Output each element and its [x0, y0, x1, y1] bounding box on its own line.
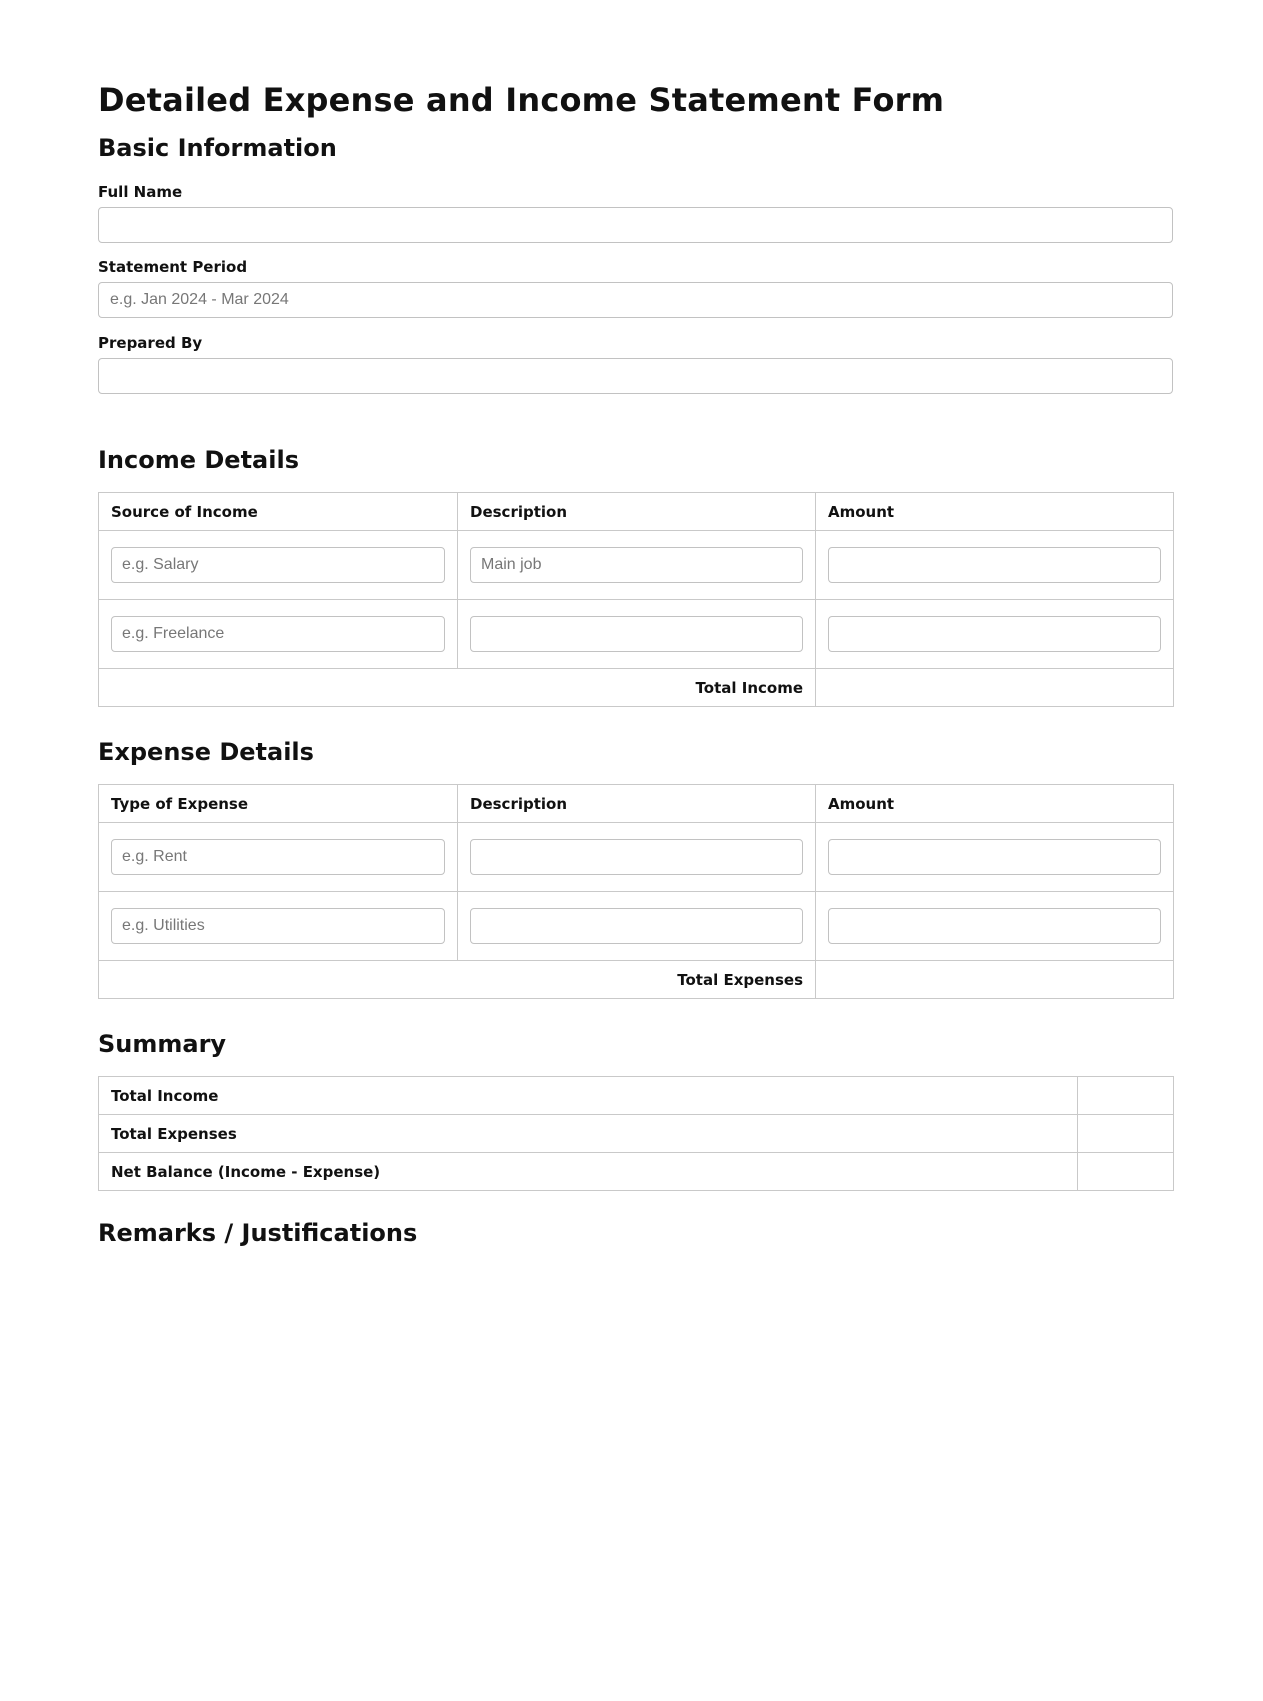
prepared-by-group [98, 333, 1173, 394]
expense-total-row [99, 961, 1174, 999]
expense-type-input[interactable] [111, 908, 445, 944]
expense-total-value [816, 961, 1174, 999]
page-title: Detailed Expense and Income Statement Form [98, 81, 945, 119]
income-total-value [816, 669, 1174, 707]
summary-row-total-expenses [99, 1115, 1174, 1153]
prepared-by-label: Prepared By [98, 334, 203, 352]
full-name-input[interactable] [98, 207, 1173, 243]
income-source-input[interactable] [111, 547, 445, 583]
statement-period-group [98, 257, 1173, 318]
income-col-source: Source of Income [99, 493, 458, 531]
summary-heading: Summary [98, 1030, 227, 1058]
statement-period-input[interactable] [98, 282, 1173, 318]
full-name-label: Full Name [98, 183, 183, 201]
income-total-row [99, 669, 1174, 707]
expense-table [98, 784, 1174, 999]
table-row [99, 823, 1174, 892]
expense-type-input[interactable] [111, 839, 445, 875]
expense-amount-input[interactable] [828, 908, 1161, 944]
income-amount-input[interactable] [828, 616, 1161, 652]
expense-header-row [99, 785, 1174, 823]
remarks-heading: Remarks / Justifications [98, 1219, 418, 1247]
expense-description-input[interactable] [470, 839, 803, 875]
summary-label: Total Expenses [99, 1115, 1078, 1153]
expense-total-label: Total Expenses [99, 961, 816, 999]
income-heading: Income Details [98, 446, 299, 474]
summary-table [98, 1076, 1174, 1191]
full-name-group [98, 182, 1173, 243]
table-row [99, 892, 1174, 961]
prepared-by-input[interactable] [98, 358, 1173, 394]
income-header-row [99, 493, 1174, 531]
expense-description-input[interactable] [470, 908, 803, 944]
summary-value [1078, 1077, 1174, 1115]
income-col-description: Description [458, 493, 816, 531]
summary-value [1078, 1153, 1174, 1191]
table-row [99, 531, 1174, 600]
income-description-input[interactable] [470, 547, 803, 583]
summary-label: Net Balance (Income - Expense) [99, 1153, 1078, 1191]
expense-amount-input[interactable] [828, 839, 1161, 875]
income-amount-input[interactable] [828, 547, 1161, 583]
summary-row-total-income [99, 1077, 1174, 1115]
expense-col-description: Description [458, 785, 816, 823]
expense-col-type: Type of Expense [99, 785, 458, 823]
expense-col-amount: Amount [816, 785, 1174, 823]
statement-period-label: Statement Period [98, 258, 248, 276]
income-table [98, 492, 1174, 707]
summary-value [1078, 1115, 1174, 1153]
basic-info-heading: Basic Information [98, 134, 337, 162]
summary-label: Total Income [99, 1077, 1078, 1115]
income-total-label: Total Income [99, 669, 816, 707]
income-source-input[interactable] [111, 616, 445, 652]
income-description-input[interactable] [470, 616, 803, 652]
table-row [99, 600, 1174, 669]
summary-row-net-balance [99, 1153, 1174, 1191]
income-col-amount: Amount [816, 493, 1174, 531]
expense-heading: Expense Details [98, 738, 314, 766]
